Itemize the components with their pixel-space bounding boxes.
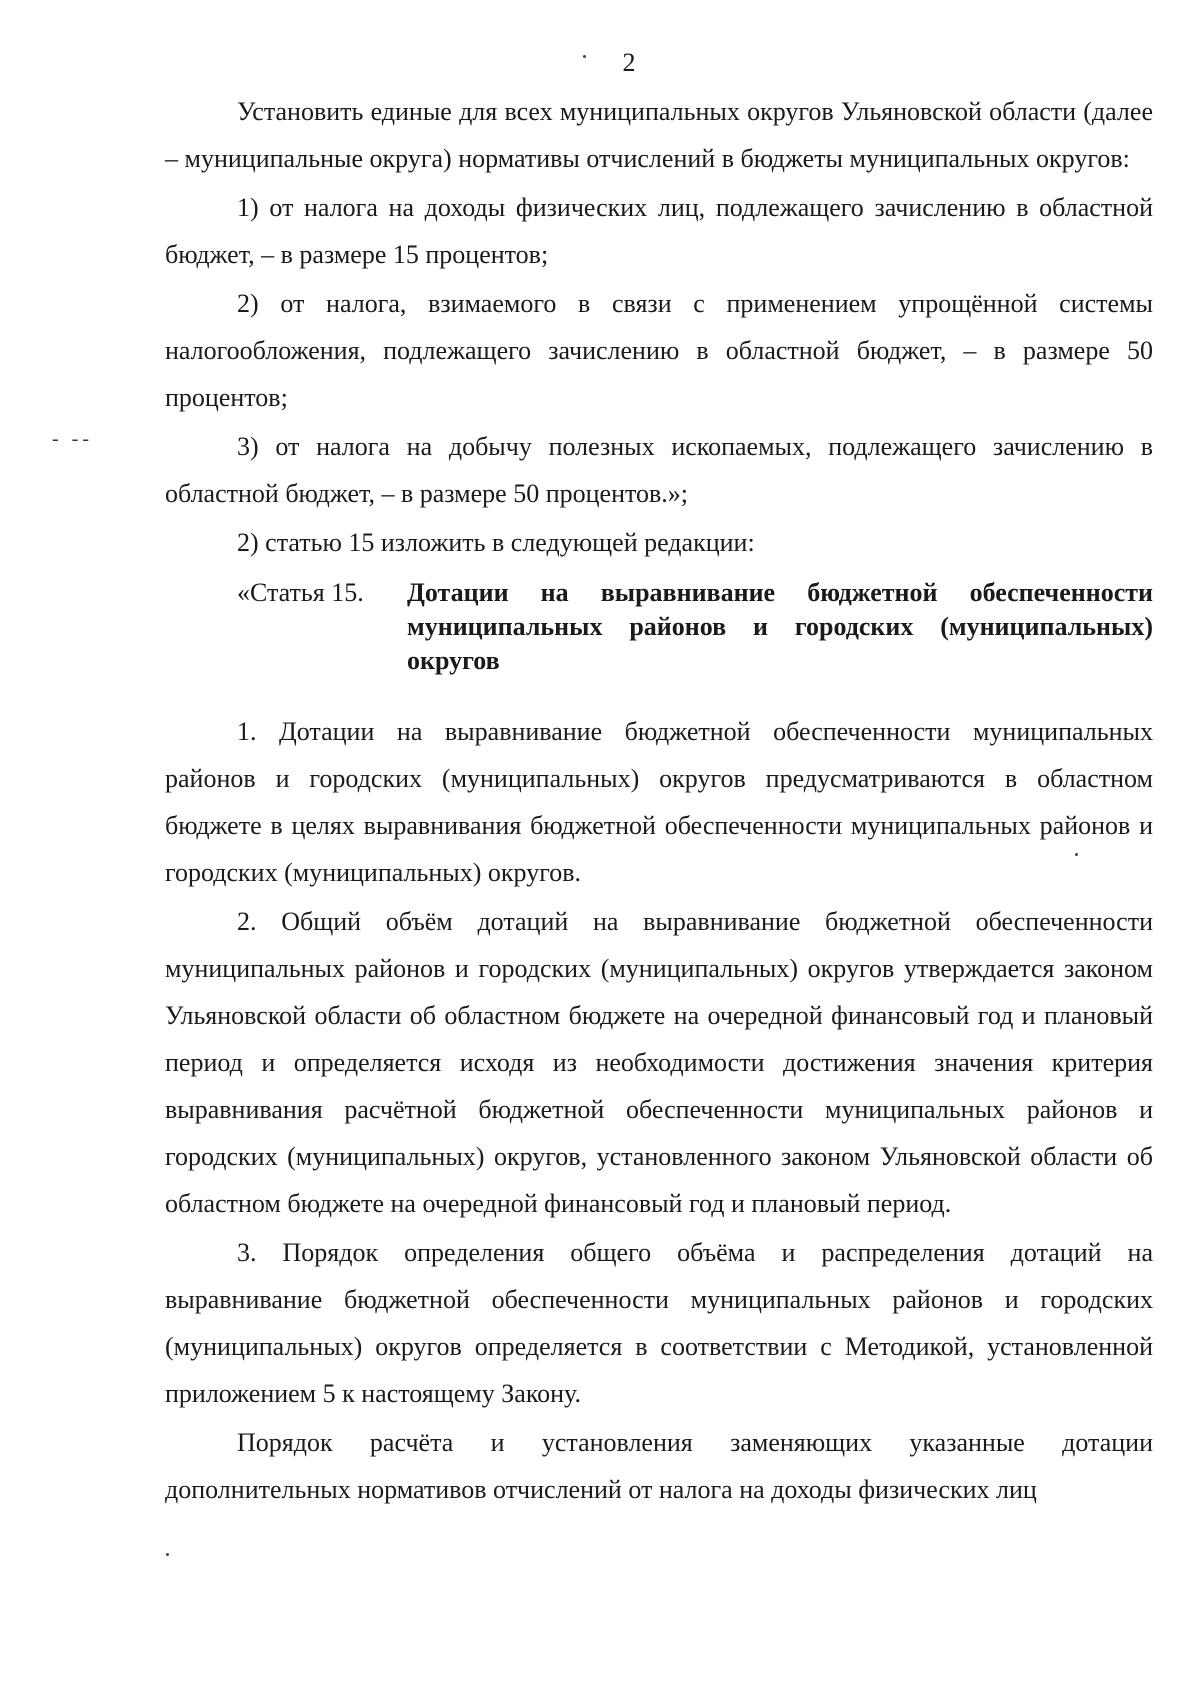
- paragraph-clause-3: 3. Порядок определения общего объёма и распределения дотаций на выравнивание бюджетной обеспеченности муниципальных районов и городских (муниципальных) округов определяется в соответствии с Методикой, установленной приложением 5 к настоящему Закону.: [165, 1238, 1153, 1408]
- paragraph-amendment: 2) статью 15 изложить в следующей редакции:: [237, 528, 755, 557]
- scan-speck: [583, 55, 586, 58]
- scan-speck: [166, 1553, 169, 1556]
- paragraph-clause-1: 1. Дотации на выравнивание бюджетной обеспеченности муниципальных районов и городских (муниципальных) округов предусматриваются в областном бюджете в целях выравнивания бюджетной обеспеченности муниципальных районов и городских (муниципальных) округов.: [165, 717, 1153, 887]
- paragraph-clause-2: 2. Общий объём дотаций на выравнивание бюджетной обеспеченности муниципальных районов и городских (муниципальных) округов утверждается законом Ульяновской области об областном бюджете на очередной финансовый год и плановый период и определяется исходя из необходимости достижения значения критерия выравнивания расчётной бюджетной обеспеченности муниципальных районов и городских (муниципальных) округов, установленного законом Ульяновской области об областном бюджете на очередной финансовый год и плановый период.: [165, 907, 1153, 1218]
- page-number: 2: [622, 48, 636, 77]
- paragraph-order: Порядок расчёта и установления заменяющих указанные дотации дополнительных нормативов отчислений от налога на доходы физических лиц: [165, 1428, 1153, 1504]
- article-label: «Статья 15.: [237, 578, 364, 607]
- document-body: [165, 88, 1153, 1513]
- paragraph-intro: Установить единые для всех муниципальных округов Ульяновской области (далее – муниципальные округа) нормативы отчислений в бюджеты муниципальных округов:: [165, 97, 1153, 173]
- paragraph-item-2: 2) от налога, взимаемого в связи с применением упрощённой системы налогообложения, подлежащего зачислению в областной бюджет, – в размере 50 процентов;: [165, 289, 1153, 412]
- scan-speck: [1075, 853, 1078, 856]
- paragraph-item-1: 1) от налога на доходы физических лиц, подлежащего зачислению в областной бюджет, – в размере 15 процентов;: [165, 193, 1153, 269]
- article-heading: [237, 576, 1153, 678]
- paragraph-item-3: 3) от налога на добычу полезных ископаемых, подлежащего зачислению в областной бюджет, – в размере 50 процентов.»;: [165, 432, 1153, 508]
- margin-mark: - --: [52, 428, 93, 450]
- article-title: Дотации на выравнивание бюджетной обеспеченности муниципальных районов и городских (муниципальных) округов: [407, 578, 1153, 675]
